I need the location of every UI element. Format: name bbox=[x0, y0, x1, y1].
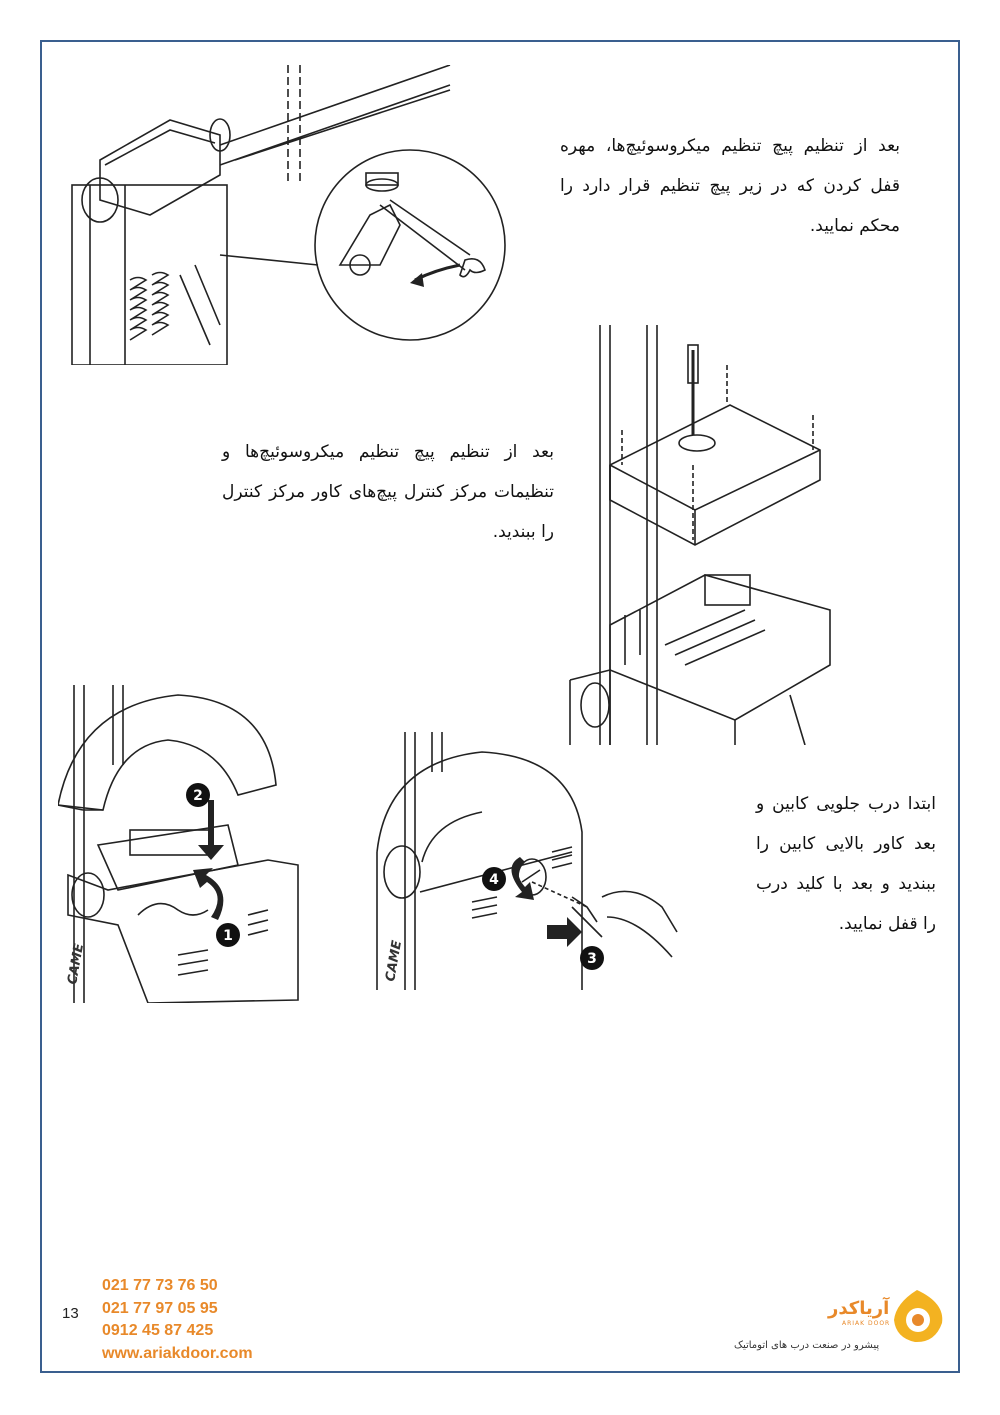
svg-text:2: 2 bbox=[193, 788, 203, 804]
phone-1: 021 77 73 76 50 bbox=[102, 1277, 218, 1294]
figure-lock-nut-wrench bbox=[70, 65, 520, 365]
brand-slogan: پیشرو در صنعت درب های اتوماتیک bbox=[734, 1340, 880, 1351]
step-marker-1 bbox=[216, 923, 240, 947]
contact-block bbox=[102, 1275, 253, 1365]
came-label-left: CAME bbox=[65, 942, 88, 986]
figure-lock-with-key bbox=[372, 732, 682, 992]
logo-mark-icon bbox=[894, 1290, 942, 1342]
brand-latin: ARIAK DOOR bbox=[842, 1320, 891, 1327]
paragraph-lock-nut: بعد از تنظیم پیچ تنظیم میکروسوئیچ‌ها، مهره قفل کردن که در زیر پیچ تنظیم قرار دارد را محکم نمایید. bbox=[560, 136, 900, 236]
phone-3: 0912 45 87 425 bbox=[102, 1322, 214, 1339]
step-marker-4 bbox=[482, 867, 506, 891]
came-label-right: CAME bbox=[383, 939, 406, 983]
page-number: 13 bbox=[62, 1305, 79, 1322]
figure-close-cabin bbox=[58, 685, 308, 1003]
website-link[interactable]: www.ariakdoor.com bbox=[102, 1344, 253, 1362]
brand-name: آریاکدر bbox=[828, 1298, 890, 1319]
paragraph-close-door: ابتدا درب جلویی کابین و بعد کاور بالایی کابین را ببندید و بعد با کلید درب را قفل نمایید. bbox=[756, 794, 936, 934]
paragraph-close-cover: بعد از تنظیم پیچ تنظیم میکروسوئیچ‌ها و تنظیمات مرکز کنترل پیچ‌های کاور مرکز کنترل را ببندید. bbox=[222, 442, 554, 542]
figure-control-cover-screws bbox=[565, 325, 850, 745]
svg-text:4: 4 bbox=[489, 872, 499, 888]
svg-text:3: 3 bbox=[587, 951, 597, 967]
step-marker-2 bbox=[186, 783, 210, 807]
phone-2: 021 77 97 05 95 bbox=[102, 1299, 218, 1317]
svg-text:1: 1 bbox=[223, 928, 233, 944]
step-marker-3 bbox=[580, 946, 604, 970]
